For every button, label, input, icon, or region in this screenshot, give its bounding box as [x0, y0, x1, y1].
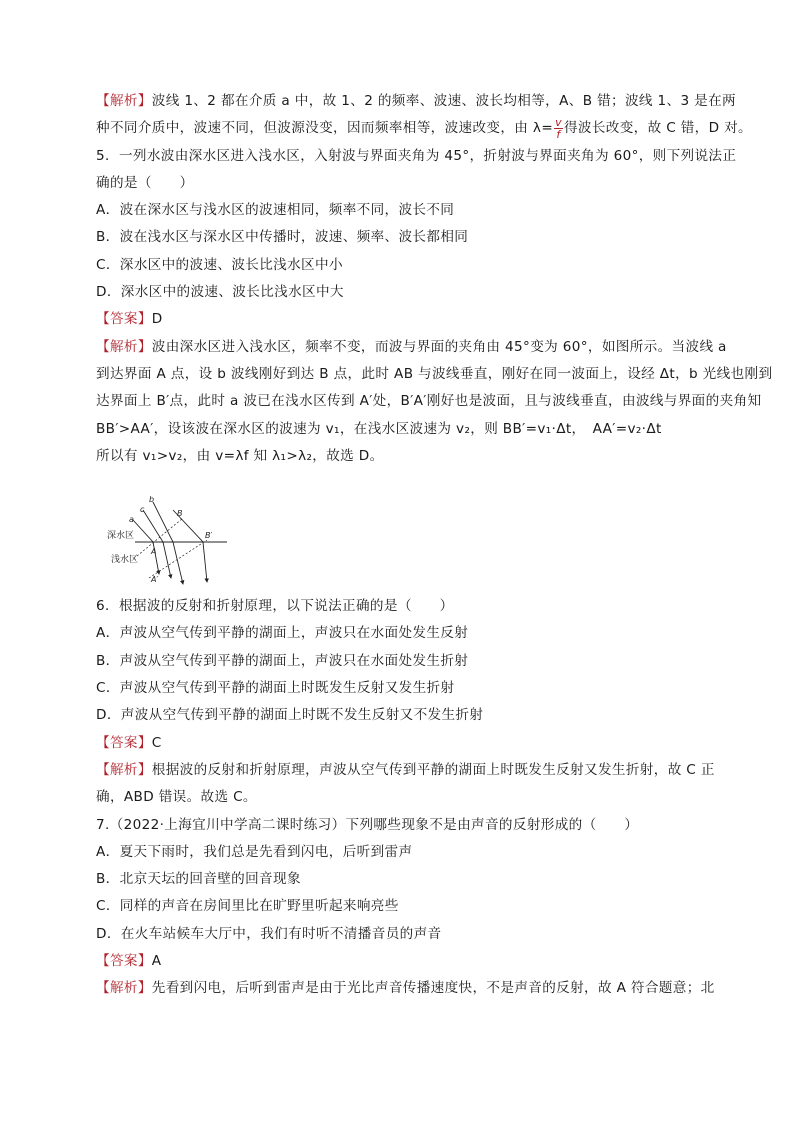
- analysis-text: 种不同介质中，波速不同，但波源没变，因而频率相等，波速改变，由 λ=: [96, 120, 554, 137]
- analysis-line: [96, 757, 728, 784]
- option-a: A．夏天下雨时，我们总是先看到闪电，后听到雷声: [96, 843, 413, 860]
- option-b: B．声波从空气传到平静的湖面上，声波只在水面处发生折射: [96, 652, 469, 669]
- label-A: A: [151, 547, 157, 556]
- analysis-line: [96, 334, 728, 361]
- option-d: D．在火车站候车大厅中，我们有时听不清播音员的声音: [96, 925, 442, 942]
- analysis-line: 到达界面 A 点，设 b 波线刚好到达 B 点，此时 AB 与波线垂直，刚好在同一波面上，设经 Δt，b 光线也刚到: [96, 365, 773, 382]
- shallow-label: 浅水区: [111, 555, 139, 565]
- refraction-diagram: [107, 494, 231, 590]
- option-b: B．北京天坛的回音壁的回音现象: [96, 871, 301, 888]
- analysis-label: 【解析】: [96, 93, 152, 109]
- answer-label: 【答案】: [96, 734, 152, 751]
- wavefront-a2b2: [149, 540, 207, 578]
- answer-value: A: [151, 953, 162, 970]
- option-a: A．波在深水区与浅水区的波速相同，频率不同，波长不同: [96, 202, 455, 219]
- analysis-line: [96, 975, 728, 1002]
- option-b: B．波在浅水区与深水区中传播时，波速、频率、波长都相同: [96, 229, 469, 246]
- wavefront-ab: [137, 518, 183, 556]
- analysis-text: 先看到闪电，后听到雷声是由于光比声音传播速度快，不是声音的反射，故 A 符合题意；北: [151, 980, 715, 997]
- label-B: B: [177, 509, 183, 518]
- analysis-line: [96, 88, 736, 115]
- fraction: $\frac{v}{f}$: [555, 115, 562, 141]
- analysis-label: 【解析】: [96, 761, 152, 778]
- question-stem: 6．根据波的反射和折射原理，以下说法正确的是（ ）: [96, 598, 454, 615]
- label-a: a: [129, 515, 134, 524]
- label-c: c: [140, 505, 145, 514]
- wave-ray-c: [143, 510, 171, 578]
- answer-line: [96, 948, 728, 975]
- analysis-text: 波由深水区进入浅水区，频率不变，而波与界面的夹角由 45°变为 60°，如图所示。当波线 a: [151, 338, 727, 355]
- analysis-label: 【解析】: [96, 338, 152, 355]
- analysis-line: 达界面上 B′点，此时 a 波已在浅水区传到 A′处，B′A′刚好也是波面，且与波线垂直，由波线与界面的夹角知: [96, 393, 762, 410]
- option-a: A．声波从空气传到平静的湖面上，声波只在水面处发生反射: [96, 625, 469, 642]
- question-stem: 5．一列水波由深水区进入浅水区，入射波与界面夹角为 45°，折射波与界面夹角为 60°，则下列说法正: [96, 147, 737, 164]
- answer-value: D: [151, 311, 163, 328]
- deep-label: 深水区: [107, 531, 135, 541]
- analysis-line: [96, 115, 752, 142]
- analysis-label: 【解析】: [96, 980, 152, 997]
- conclusion-line: 所以有 v₁>v₂，由 v=λf 知 λ₁>λ₂，故选 D。: [96, 447, 384, 464]
- analysis-text: 波线 1、2 都在介质 a 中，故 1、2 的频率、波速、波长均相等，A、B 错；波线 1、3 是在两: [151, 93, 736, 109]
- analysis-text: 根据波的反射和折射原理，声波从空气传到平静的湖面上时既发生反射又发生折射，故 C 正: [151, 761, 715, 778]
- label-B-prime: B′: [205, 531, 213, 540]
- question-stem: 7.（2022·上海宜川中学高二课时练习）下列哪些现象不是由声音的反射形成的（ ）: [96, 816, 639, 833]
- label-b: b: [149, 495, 155, 504]
- option-c: C．声波从空气传到平静的湖面上时既发生反射又发生折射: [96, 680, 455, 697]
- option-c: C．同样的声音在房间里比在旷野里听起来响亮些: [96, 898, 399, 915]
- answer-line: [96, 306, 728, 333]
- option-d: D．深水区中的波速、波长比浅水区中大: [96, 284, 344, 301]
- option-d: D．声波从空气传到平静的湖面上时既不发生反射又不发生折射: [96, 707, 484, 724]
- wave-ray-right: [173, 510, 207, 582]
- analysis-line: BB′>AA′，设该波在深水区的波速为 v₁，在浅水区波速为 v₂，则 BB′=v₁·Δt， AA′=v₂·Δt: [96, 420, 662, 437]
- analysis-text: 得波长改变，故 C 错，D 对。: [563, 120, 752, 137]
- answer-value: C: [151, 734, 162, 751]
- question-stem: 确的是（ ）: [96, 174, 194, 191]
- answer-label: 【答案】: [96, 311, 152, 328]
- option-c: C．深水区中的波速、波长比浅水区中小: [96, 256, 343, 273]
- label-A-prime: A′: [151, 575, 159, 584]
- analysis-line: 确，ABD 错误。故选 C。: [96, 789, 257, 806]
- answer-label: 【答案】: [96, 953, 152, 970]
- answer-line: [96, 730, 728, 757]
